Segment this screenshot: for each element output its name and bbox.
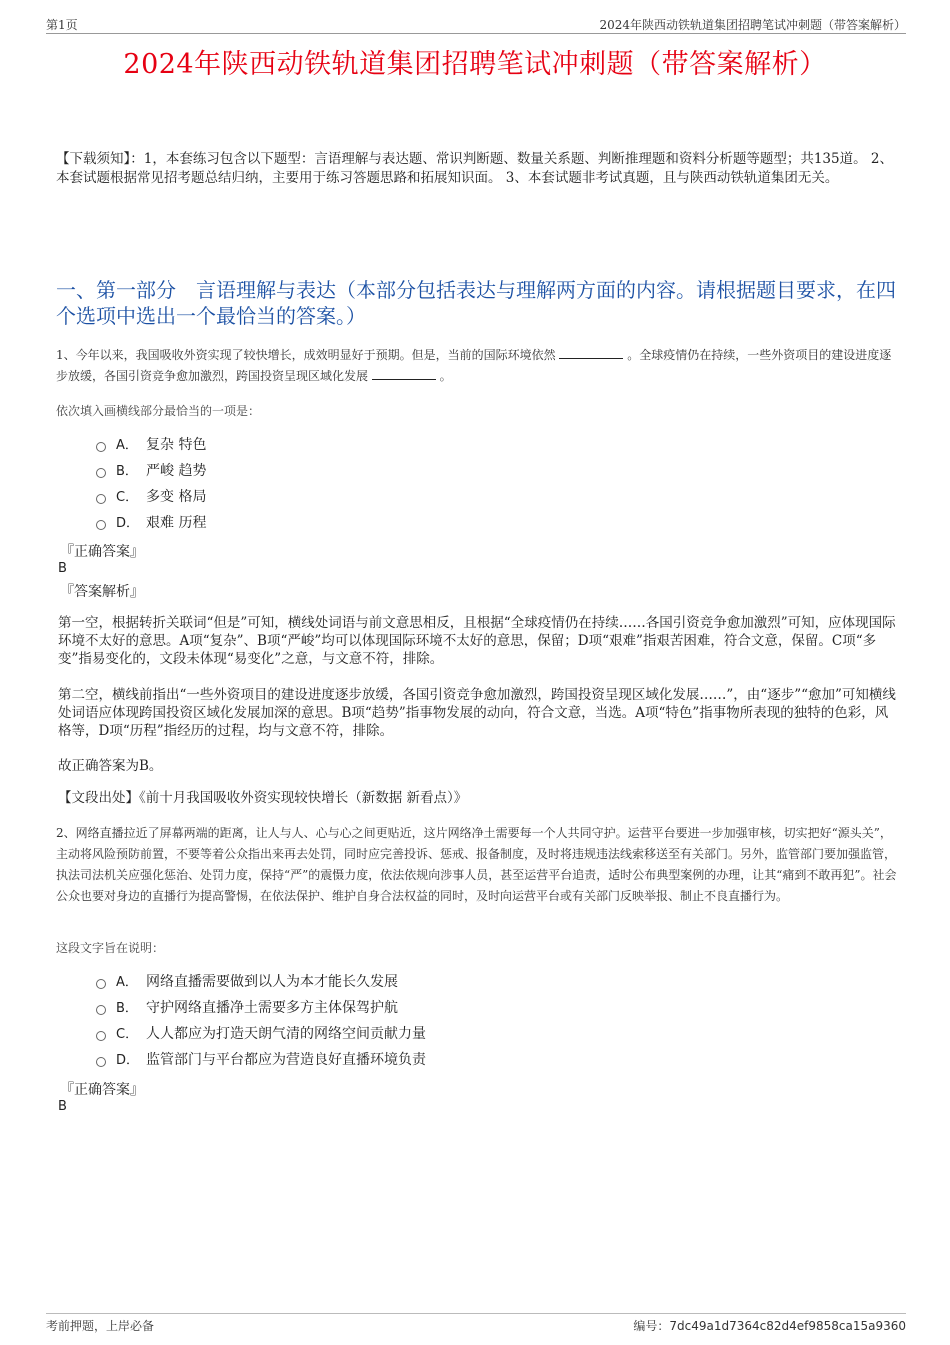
analysis-conclusion: 故正确答案为B。 [58, 758, 163, 774]
page-title: 2024年陕西动铁轨道集团招聘笔试冲刺题（带答案解析） [123, 49, 827, 80]
option-b[interactable]: B． 严峻 趋势 [96, 458, 206, 484]
question-2-prompt: 这段文字旨在说明： [56, 941, 165, 955]
answer-label: 『正确答案』 [60, 544, 144, 560]
analysis-paragraph-1: 第一空，根据转折关联词“但是”可知，横线处词语与前文意思相反，且根据“全球疫情仍在持续……各国引资竞争愈加激烈”可知，应体现国际环境不太好的意思。A项“复杂”、B项“严峻”均可以体现国际环境不太好的意思，保留；D项“艰难”指艰苦困难，符合文意，保留。C项“多变”指易变化的，文段未体现“易变化”之意，与文意不符，排除。 [58, 615, 896, 667]
footer-slogan: 考前押题，上岸必备 [46, 1319, 155, 1333]
radio-icon[interactable] [96, 520, 106, 530]
radio-icon[interactable] [96, 468, 106, 478]
blank-line [372, 367, 436, 380]
blank-line [559, 346, 623, 359]
radio-icon[interactable] [96, 1005, 106, 1015]
radio-icon[interactable] [96, 1031, 106, 1041]
question-2-text: 2、网络直播拉近了屏幕两端的距离，让人与人、心与心之间更贴近，这片网络净土需要每一个人共同守护。运营平台要进一步加强审核，切实把好“源头关”，主动将风险预防前置，不要等着公众指出来再去处罚，同时应完善投诉、惩戒、报备制度，及时将违规违法线索移送至有关部门。另外，监管部门要加强监管，执法司法机关应强化惩治、处罚力度，保持“严”的震慑力度，依法依规向涉事人员，甚至运营平台追责，适时公布典型案例的办理，让其“痛到不敢再犯”。社会公众也要对身边的直播行为提高警惕，在依法保护、维护自身合法权益的同时，及时向运营平台或有关部门反映举报、制止不良直播行为。 [56, 826, 897, 903]
radio-icon[interactable] [96, 494, 106, 504]
footer-code: 编号：7dc49a1d7364c82d4ef9858ca15a9360 [633, 1319, 906, 1333]
option-c[interactable]: C． 多变 格局 [96, 484, 206, 510]
option-a[interactable]: A． 网络直播需要做到以人为本才能长久发展 [96, 969, 426, 995]
option-d[interactable]: D． 艰难 历程 [96, 510, 206, 536]
analysis-paragraph-2: 第二空，横线前指出“一些外资项目的建设进度逐步放缓，各国引资竞争愈加激烈，跨国投资呈现区域化发展……”，由“逐步”“愈加”可知横线处词语应体现跨国投资区域化发展加深的意思。B项“趋势”指事物发展的动向，符合文意，当选。A项“特色”指事物所表现的独特的色彩，风格等，D项“历程”指经历的过程，均与文意不符，排除。 [58, 687, 896, 739]
question-1-options [96, 432, 206, 536]
option-a[interactable]: A． 复杂 特色 [96, 432, 206, 458]
page-footer [46, 1313, 906, 1334]
header-doc-title: 2024年陕西动铁轨道集团招聘笔试冲刺题（带答案解析） [599, 18, 906, 32]
question-1-text: 1、今年以来，我国吸收外资实现了较快增长，成效明显好于预期。但是，当前的国际环境依然 。全球疫情仍在持续，一些外资项目的建设进度逐步放缓，各国引资竞争愈加激烈，跨国投资呈现区域化发展 。 [56, 348, 892, 383]
option-d[interactable]: D． 监管部门与平台都应为营造良好直播环境负责 [96, 1047, 426, 1073]
section-title: 一、第一部分 言语理解与表达（本部分包括表达与理解两方面的内容。请根据题目要求，在四个选项中选出一个最恰当的答案。） [56, 278, 896, 328]
download-notice: 【下载须知】：1，本套练习包含以下题型：言语理解与表达题、常识判断题、数量关系题、判断推理题和资料分析题等题型；共135道。 2、本套试题根据常见招考题总结归纳，主要用于练习答题思路和拓展知识面。 3、本套试题非考试真题，且与陕西动铁轨道集团无关。 [56, 151, 893, 186]
radio-icon[interactable] [96, 979, 106, 989]
page-header [46, 14, 906, 34]
question-1-prompt: 依次填入画横线部分最恰当的一项是： [56, 404, 261, 418]
answer-value: B [58, 561, 67, 576]
question-2-options [96, 969, 426, 1073]
passage-source: 【文段出处】《前十月我国吸收外资实现较快增长（新数据 新看点）》 [58, 790, 468, 806]
option-b[interactable]: B． 守护网络直播净土需要多方主体保驾护航 [96, 995, 426, 1021]
option-c[interactable]: C． 人人都应为打造天朗气清的网络空间贡献力量 [96, 1021, 426, 1047]
radio-icon[interactable] [96, 442, 106, 452]
radio-icon[interactable] [96, 1057, 106, 1067]
page-number: 第1页 [46, 18, 78, 32]
analysis-label: 『答案解析』 [60, 584, 144, 600]
answer-value: B [58, 1099, 67, 1114]
answer-label: 『正确答案』 [60, 1082, 144, 1098]
